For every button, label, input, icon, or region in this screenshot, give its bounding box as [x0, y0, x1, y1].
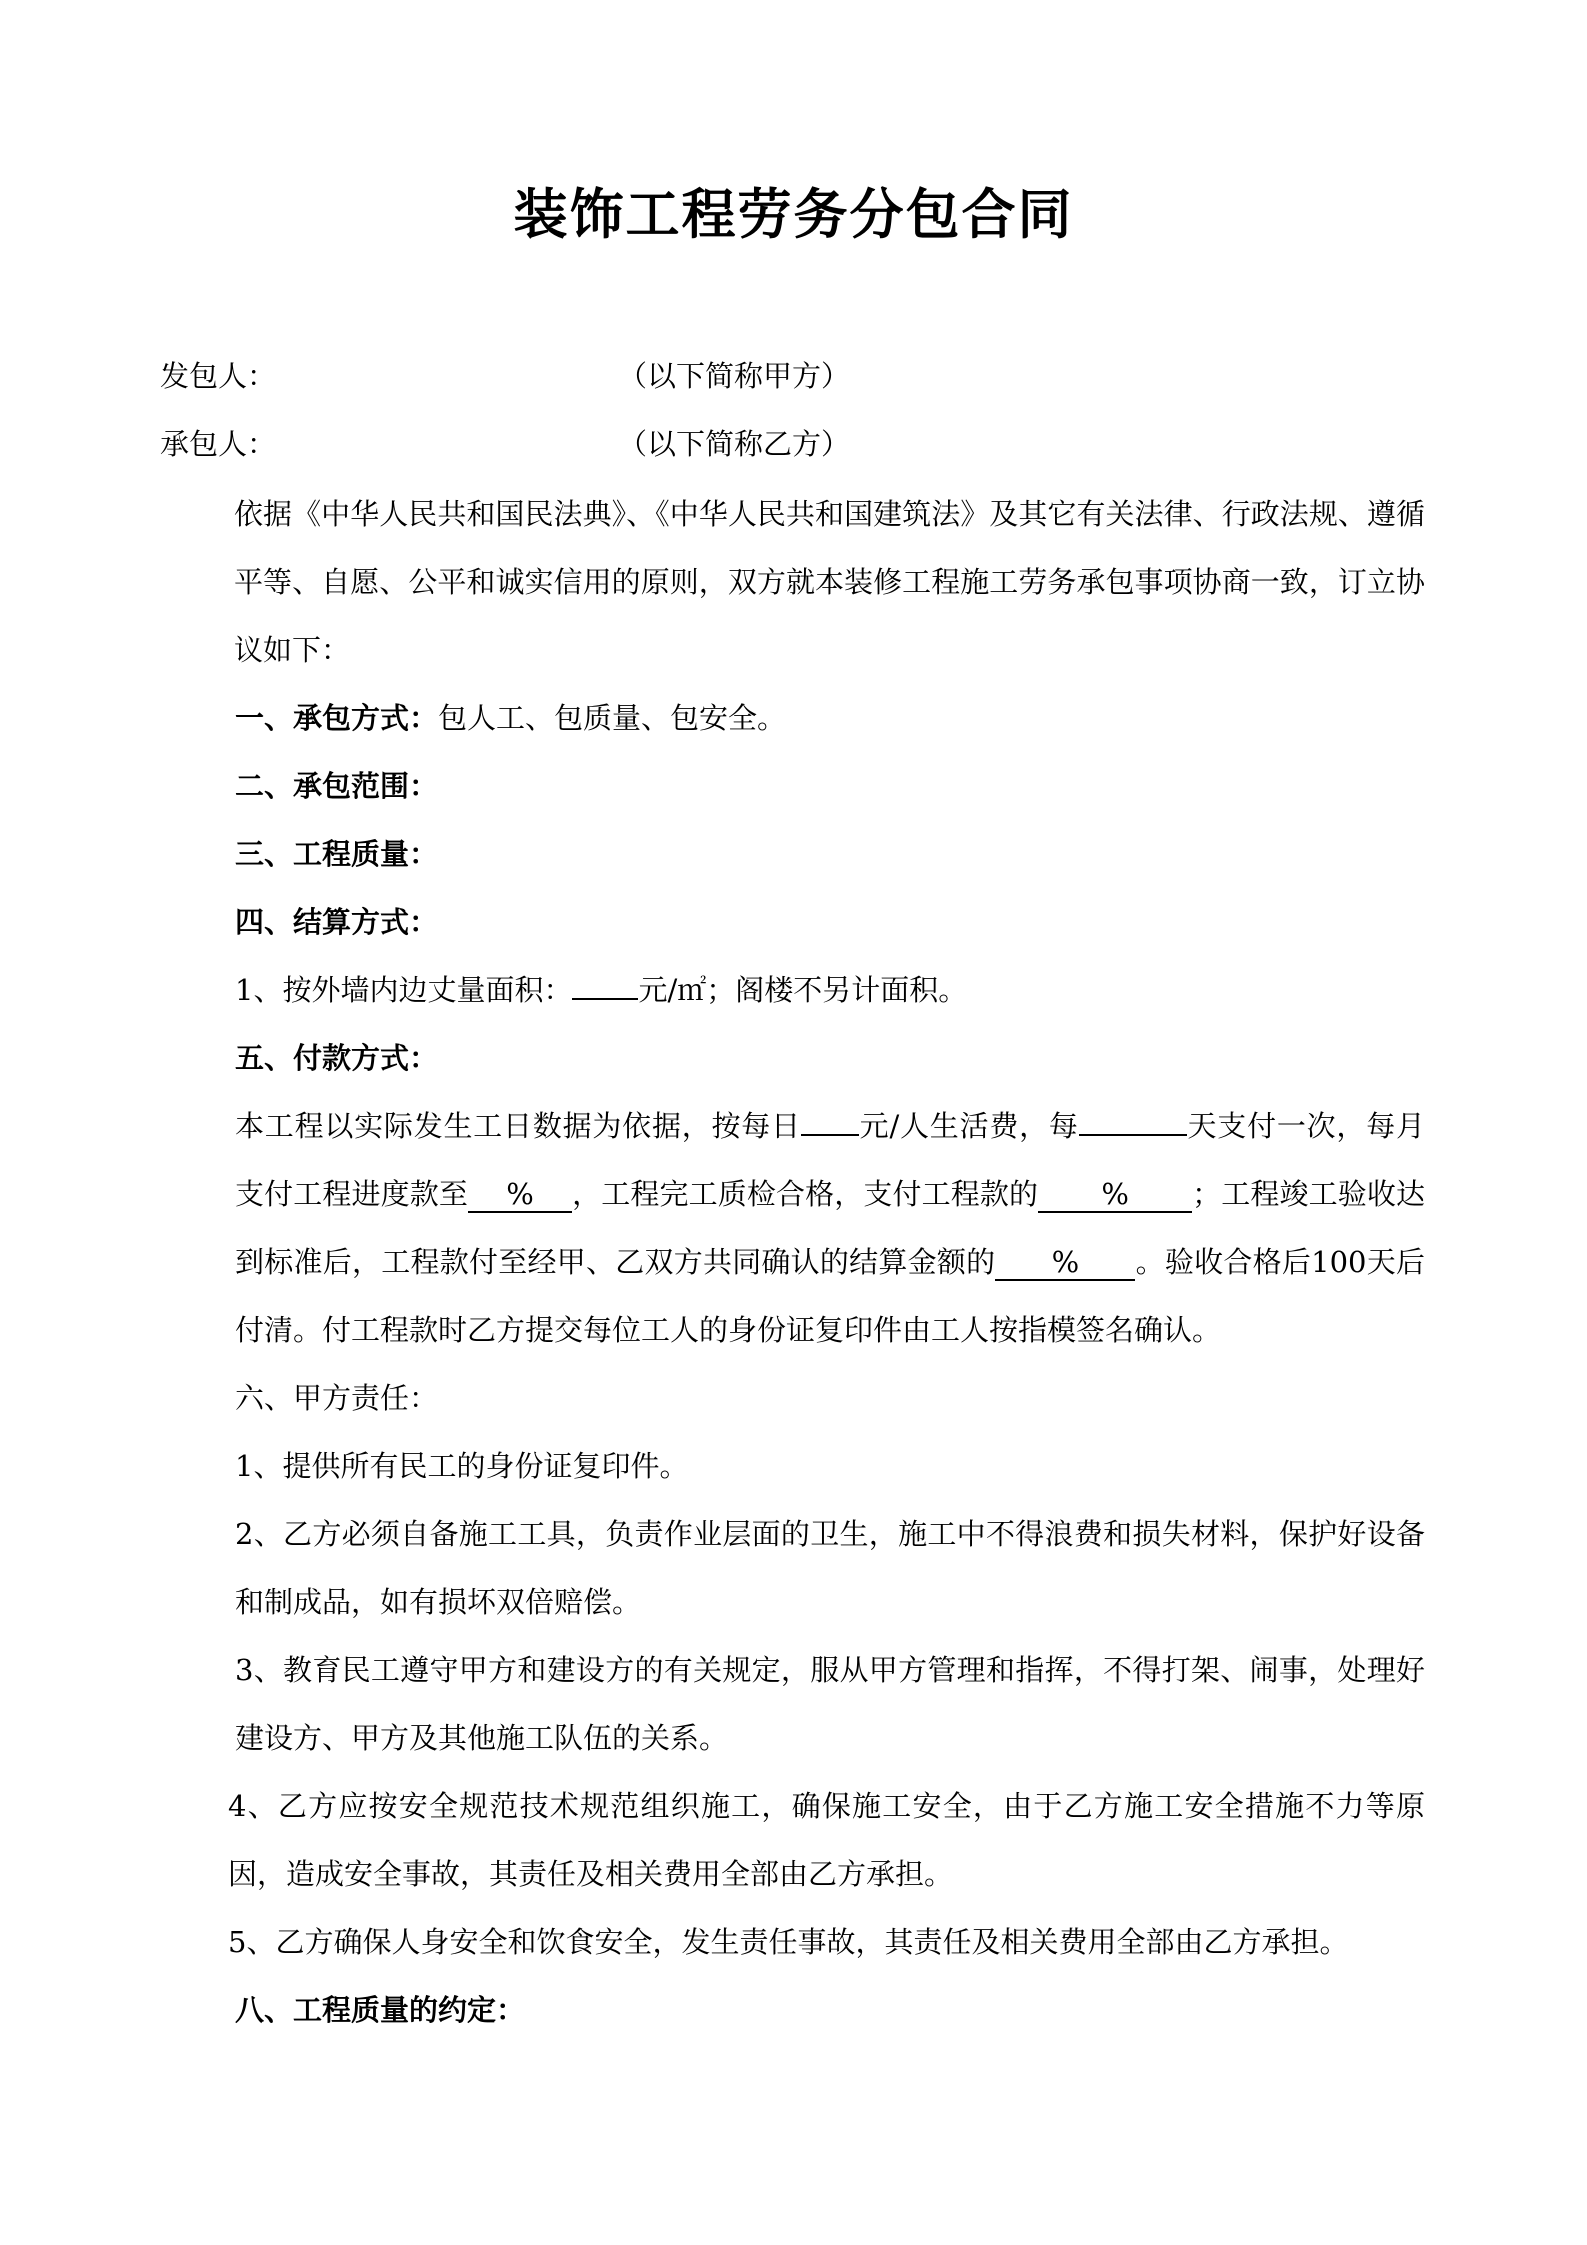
payment-text-4: ，工程完工质检合格，支付工程款的	[572, 1177, 1039, 1211]
party-a-note: （以下简称甲方）	[618, 359, 851, 393]
payment-text-5: ；工程竣工验收达到标准后，工程款付至经甲、乙双方共同确认的结算金额的	[235, 1177, 1425, 1279]
section-1-heading: 一、承包方式：	[235, 701, 439, 735]
settlement-percent-sign: %	[1051, 1245, 1080, 1279]
section-6-item-1: 1、提供所有民工的身份证复印件。	[235, 1449, 689, 1483]
item-1-suffix: 元/㎡；阁楼不另计面积。	[638, 973, 968, 1007]
section-6-item-4: 4、乙方应按安全规范技术规范组织施工，确保施工安全，由于乙方施工安全措施不力等原因，造成安全事故，其责任及相关费用全部由乙方承担。	[228, 1789, 1425, 1891]
section-6-heading: 六、甲方责任：	[235, 1381, 439, 1415]
section-5-heading: 五、付款方式：	[235, 1041, 439, 1075]
section-5-paragraph	[160, 1092, 1425, 1364]
payment-text-3: 天支付一次，每月支付工程进度款至	[235, 1109, 1425, 1211]
section-4-heading: 四、结算方式：	[235, 905, 439, 939]
rate-blank[interactable]	[572, 964, 638, 1000]
days-blank[interactable]	[1079, 1100, 1187, 1136]
section-1-text: 包人工、包质量、包安全。	[438, 701, 787, 735]
completion-percent-blank[interactable]	[1038, 1177, 1192, 1213]
document-title: 装饰工程劳务分包合同	[513, 183, 1074, 246]
progress-percent-sign: %	[506, 1177, 534, 1211]
section-6-item-3: 3、教育民工遵守甲方和建设方的有关规定，服从甲方管理和指挥，不得打架、闹事，处理好建设方、甲方及其他施工队伍的关系。	[235, 1653, 1425, 1755]
section-6-item-5: 5、乙方确保人身安全和饮食安全，发生责任事故，其责任及相关费用全部由乙方承担。	[228, 1925, 1349, 1959]
party-a-label: 发包人：	[160, 359, 277, 393]
contract-body	[160, 352, 1425, 2044]
item-1-prefix: 1、按外墙内边丈量面积：	[235, 973, 573, 1007]
party-b-note: （以下简称乙方）	[618, 427, 851, 461]
daily-allowance-blank[interactable]	[801, 1100, 859, 1136]
intro-paragraph: 依据《中华人民共和国民法典》、《中华人民共和国建筑法》及其它有关法律、行政法规、遵循平等、自愿、公平和诚实信用的原则，双方就本装修工程施工劳务承包事项协商一致，订立协议如下：	[234, 497, 1425, 667]
section-3-heading: 三、工程质量：	[235, 837, 439, 871]
section-8-heading: 八、工程质量的约定：	[235, 1993, 526, 2027]
section-2-heading: 二、承包范围：	[235, 769, 439, 803]
party-b-line	[160, 420, 1425, 488]
party-a-line	[160, 352, 1425, 420]
completion-percent-sign: %	[1101, 1177, 1129, 1211]
payment-text-1: 本工程以实际发生工日数据为依据，按每日	[235, 1109, 801, 1143]
section-1	[160, 684, 1425, 752]
payment-text-6: 。验收合格后100天后付清。付工程款时乙方提交每位工人的身份证复印件由工人按指模签名确认。	[235, 1245, 1425, 1347]
payment-text-2: 元/人生活费，每	[858, 1109, 1079, 1143]
section-4-item-1	[160, 956, 1425, 1024]
settlement-percent-blank[interactable]	[995, 1245, 1135, 1281]
section-6-item-2: 2、乙方必须自备施工工具，负责作业层面的卫生，施工中不得浪费和损失材料，保护好设备和制成品，如有损坏双倍赔偿。	[235, 1517, 1425, 1619]
progress-percent-blank[interactable]	[468, 1177, 572, 1213]
party-b-label: 承包人：	[160, 427, 277, 461]
